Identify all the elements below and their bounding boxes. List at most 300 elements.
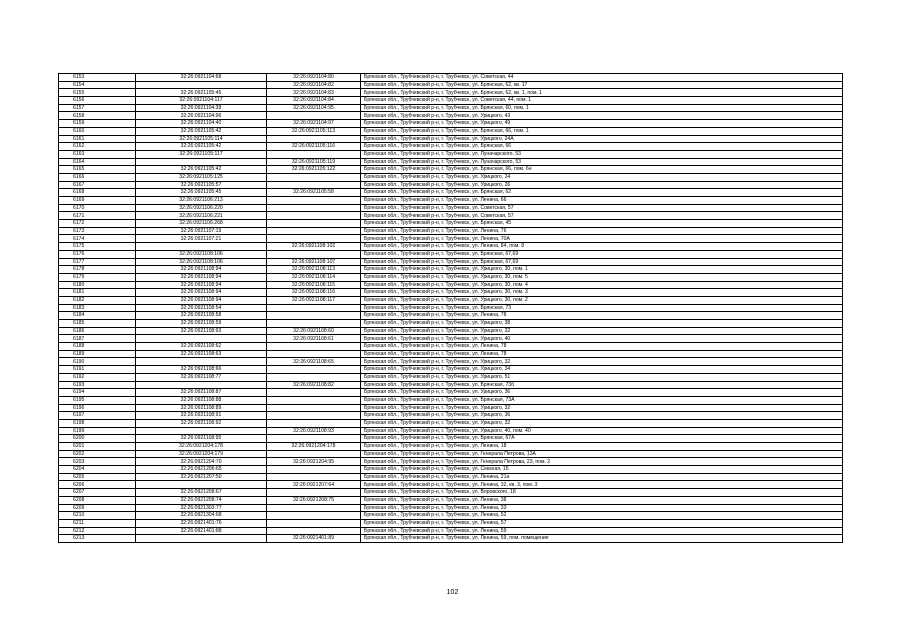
table-row <box>59 81 843 89</box>
table-row <box>59 150 843 158</box>
cadastral-number-parcel-cell: 32:26:0921105:125 <box>136 173 267 181</box>
record-number-cell: 6182 <box>59 296 136 304</box>
table-row <box>59 204 843 212</box>
table-row <box>59 181 843 189</box>
table-row <box>59 419 843 427</box>
record-number-cell: 6204 <box>59 466 136 474</box>
cadastral-number-parcel-cell: 32:26:0921105:42 <box>136 127 267 135</box>
record-number-cell: 6207 <box>59 489 136 497</box>
address-cell: Брянская обл., Трубчевский р-н, г. Трубчевск, ул. Урицкого, 32 <box>361 404 843 412</box>
cadastral-number-building-cell <box>267 519 361 527</box>
address-cell: Брянская обл., Трубчевский р-н, г. Трубчевск, ул. Ленина, 38 <box>361 496 843 504</box>
cadastral-number-parcel-cell: 32:26:0921108:94 <box>136 289 267 297</box>
cadastral-number-building-cell <box>267 366 361 374</box>
address-cell: Брянская обл., Трубчевский р-н, г. Трубчевск, ул. Ленина, 18 <box>361 443 843 451</box>
record-number-cell: 6156 <box>59 97 136 105</box>
address-cell: Брянская обл., Трубчевский р-н, г. Трубчевск, ул. Урицкого, 24 <box>361 173 843 181</box>
address-cell: Брянская обл., Трубчевский р-н, г. Трубчевск, ул. Ленина, 59 <box>361 527 843 535</box>
address-cell: Брянская обл., Трубчевский р-н, г. Трубчевск, ул. Советская, 57 <box>361 212 843 220</box>
table-row <box>59 427 843 435</box>
cadastral-number-parcel-cell <box>136 358 267 366</box>
record-number-cell: 6212 <box>59 527 136 535</box>
table-row <box>59 235 843 243</box>
record-number-cell: 6184 <box>59 312 136 320</box>
cadastral-number-building-cell <box>267 466 361 474</box>
cadastral-number-building-cell: 32:26:0921108:107 <box>267 258 361 266</box>
cadastral-number-parcel-cell: 32:26:0921303:77 <box>136 504 267 512</box>
address-cell: Брянская обл., Трубчевский р-н, г. Трубчевск, ул. Урицкого, 51 <box>361 373 843 381</box>
table-row <box>59 527 843 535</box>
page-number: 102 <box>446 589 459 596</box>
address-cell: Брянская обл., Трубчевский р-н, г. Трубчевск, ул. Ленина, 57 <box>361 519 843 527</box>
table-row <box>59 220 843 228</box>
record-number-cell: 6178 <box>59 266 136 274</box>
address-cell: Брянская обл., Трубчевский р-н, г. Трубчевск, ул. Брянская, 62 <box>361 189 843 197</box>
cadastral-number-parcel-cell: 32:26:0921108:54 <box>136 304 267 312</box>
record-number-cell: 6155 <box>59 89 136 97</box>
cadastral-number-parcel-cell <box>136 535 267 543</box>
address-cell: Брянская обл., Трубчевский р-н, г. Трубчевск, ул. Урицкого, 30, пом. 2 <box>361 296 843 304</box>
table-row <box>59 304 843 312</box>
cadastral-number-building-cell <box>267 235 361 243</box>
record-number-cell: 6167 <box>59 181 136 189</box>
cadastral-number-building-cell <box>267 389 361 397</box>
address-cell: Брянская обл., Трубчевский р-н, г. Трубчевск, ул. Урицкого, 24А <box>361 135 843 143</box>
cadastral-number-building-cell <box>267 250 361 258</box>
record-number-cell: 6205 <box>59 473 136 481</box>
cadastral-number-parcel-cell: 32:26:0921401:76 <box>136 519 267 527</box>
cadastral-number-parcel-cell: 32:26:0921208:67 <box>136 489 267 497</box>
cadastral-number-parcel-cell: 32:26:0921204:179 <box>136 450 267 458</box>
cadastral-number-building-cell: 32:26:0921108:114 <box>267 273 361 281</box>
cadastral-number-building-cell <box>267 112 361 120</box>
table-row <box>59 104 843 112</box>
address-cell: Брянская обл., Трубчевский р-н, г. Трубчевск, ул. Урицкого, 32 <box>361 358 843 366</box>
record-number-cell: 6187 <box>59 335 136 343</box>
cadastral-number-parcel-cell <box>136 158 267 166</box>
record-number-cell: 6192 <box>59 373 136 381</box>
cadastral-number-parcel-cell: 32:26:0921206:65 <box>136 466 267 474</box>
address-cell: Брянская обл., Трубчевский р-н, г. Трубчевск, ул. Ленина, 32, кв. 3, пом. 3 <box>361 481 843 489</box>
table-row <box>59 350 843 358</box>
record-number-cell: 6209 <box>59 504 136 512</box>
cadastral-number-parcel-cell <box>136 243 267 251</box>
cadastral-number-parcel-cell: 32:26:0921105:42 <box>136 143 267 151</box>
address-cell: Брянская обл., Трубчевский р-н, г. Трубчевск, ул. Брянская, 73 <box>361 304 843 312</box>
record-number-cell: 6165 <box>59 166 136 174</box>
record-number-cell: 6193 <box>59 381 136 389</box>
cadastral-number-building-cell <box>267 135 361 143</box>
cadastral-number-building-cell <box>267 435 361 443</box>
table-row <box>59 396 843 404</box>
cadastral-number-building-cell: 32:26:0921105:122 <box>267 166 361 174</box>
cadastral-number-building-cell: 32:26:0921207:64 <box>267 481 361 489</box>
address-cell: Брянская обл., Трубчевский р-н, г. Трубчевск, ул. Брянская, 62, кв. 17 <box>361 81 843 89</box>
cadastral-number-parcel-cell: 32:26:0921107:21 <box>136 235 267 243</box>
record-number-cell: 6158 <box>59 112 136 120</box>
cadastral-number-building-cell: 32:26:0921105:113 <box>267 127 361 135</box>
cadastral-number-parcel-cell: 32:26:0921105:57 <box>136 181 267 189</box>
table-row <box>59 473 843 481</box>
record-number-cell: 6154 <box>59 81 136 89</box>
cadastral-number-building-cell: 32:26:0921108:102 <box>267 243 361 251</box>
address-cell: Брянская обл., Трубчевский р-н, г. Трубчевск, ул. Советская, 57 <box>361 204 843 212</box>
record-number-cell: 6164 <box>59 158 136 166</box>
record-number-cell: 6208 <box>59 496 136 504</box>
address-cell: Брянская обл., Трубчевский р-н, г. Трубчевск, ул. Луначарского, 53 <box>361 158 843 166</box>
address-cell: Брянская обл., Трубчевский р-н, г. Трубчевск, ул. Севская, 15 <box>361 466 843 474</box>
cadastral-number-building-cell <box>267 412 361 420</box>
record-number-cell: 6170 <box>59 204 136 212</box>
record-number-cell: 6190 <box>59 358 136 366</box>
cadastral-number-building-cell <box>267 204 361 212</box>
address-cell: Брянская обл., Трубчевский р-н, г. Трубчевск, ул. Ленина, 70А <box>361 235 843 243</box>
table-row <box>59 212 843 220</box>
address-cell: Брянская обл., Трубчевский р-н, г. Трубчевск, ул. Брянская, 67,69 <box>361 250 843 258</box>
table-row <box>59 381 843 389</box>
table-row <box>59 296 843 304</box>
table-row <box>59 358 843 366</box>
table-row <box>59 120 843 128</box>
cadastral-number-parcel-cell: 32:26:0921105:42 <box>136 166 267 174</box>
record-number-cell: 6213 <box>59 535 136 543</box>
record-number-cell: 6175 <box>59 243 136 251</box>
cadastral-number-building-cell: 32:26:0921204:95 <box>267 458 361 466</box>
address-cell: Брянская обл., Трубчевский р-н, г. Трубчевск, ул. Ленина, 78 <box>361 350 843 358</box>
cadastral-number-parcel-cell: 32:26:0921108:62 <box>136 343 267 351</box>
cadastral-number-building-cell <box>267 350 361 358</box>
table-row <box>59 443 843 451</box>
address-cell: Брянская обл., Трубчевский р-н, г. Трубчевск, ул. Урицкого, 43 <box>361 112 843 120</box>
record-number-cell: 6169 <box>59 197 136 205</box>
record-number-cell: 6206 <box>59 481 136 489</box>
address-cell: Брянская обл., Трубчевский р-н, г. Трубчевск, ул. Брянская, 73б <box>361 381 843 389</box>
address-cell: Брянская обл., Трубчевский р-н, г. Трубчевск, ул. Советская, 44, пом. 1 <box>361 97 843 105</box>
cadastral-number-building-cell <box>267 396 361 404</box>
record-number-cell: 6153 <box>59 74 136 82</box>
table-row <box>59 458 843 466</box>
cadastral-number-parcel-cell: 32:26:0921108:59 <box>136 320 267 328</box>
cadastral-number-building-cell <box>267 373 361 381</box>
cadastral-number-parcel-cell: 32:26:0921105:45 <box>136 89 267 97</box>
cadastral-number-building-cell <box>267 527 361 535</box>
cadastral-number-parcel-cell: 32:26:0921108:63 <box>136 350 267 358</box>
table-row <box>59 97 843 105</box>
cadastral-number-parcel-cell: 32:26:0921104:40 <box>136 120 267 128</box>
table-row <box>59 281 843 289</box>
table-row <box>59 412 843 420</box>
cadastral-number-parcel-cell: 32:26:0921108:94 <box>136 296 267 304</box>
record-number-cell: 6186 <box>59 327 136 335</box>
cadastral-number-parcel-cell: 32:26:0921105:114 <box>136 135 267 143</box>
table-row <box>59 166 843 174</box>
cadastral-number-building-cell: 32:26:0921105:58 <box>267 189 361 197</box>
cadastral-number-parcel-cell <box>136 335 267 343</box>
record-number-cell: 6191 <box>59 366 136 374</box>
table-row <box>59 535 843 543</box>
table-row <box>59 404 843 412</box>
cadastral-number-building-cell <box>267 504 361 512</box>
table-row <box>59 112 843 120</box>
cadastral-number-parcel-cell: 32:26:0921106:213 <box>136 197 267 205</box>
address-cell: Брянская обл., Трубчевский р-н, г. Трубчевск, ул. Урицкого, 38 <box>361 320 843 328</box>
cadastral-number-parcel-cell: 32:26:0921104:68 <box>136 74 267 82</box>
table-row <box>59 489 843 497</box>
table-row <box>59 258 843 266</box>
record-number-cell: 6196 <box>59 404 136 412</box>
cadastral-number-parcel-cell: 32:26:0921107:19 <box>136 227 267 235</box>
record-number-cell: 6176 <box>59 250 136 258</box>
table-row <box>59 519 843 527</box>
table-row <box>59 496 843 504</box>
record-number-cell: 6185 <box>59 320 136 328</box>
table-row <box>59 366 843 374</box>
cadastral-number-parcel-cell: 32:26:0921104:96 <box>136 112 267 120</box>
table-row <box>59 143 843 151</box>
cadastral-number-parcel-cell: 32:26:0921108:94 <box>136 281 267 289</box>
record-number-cell: 6201 <box>59 443 136 451</box>
table-row <box>59 504 843 512</box>
cadastral-number-parcel-cell: 32:26:0921208:74 <box>136 496 267 504</box>
table-row <box>59 135 843 143</box>
cadastral-number-parcel-cell: 32:26:0921108:91 <box>136 412 267 420</box>
record-number-cell: 6203 <box>59 458 136 466</box>
cadastral-number-building-cell <box>267 512 361 520</box>
cadastral-number-building-cell: 32:26:0921108:116 <box>267 289 361 297</box>
record-number-cell: 6166 <box>59 173 136 181</box>
address-cell: Брянская обл., Трубчевский р-н, г. Трубчевск, ул. Луначарского, 53 <box>361 150 843 158</box>
address-cell: Брянская обл., Трубчевский р-н, г. Трубчевск, ул. Урицкого, 40, пом. 40 <box>361 427 843 435</box>
cadastral-number-parcel-cell: 32:26:0921106:220 <box>136 204 267 212</box>
cadastral-number-parcel-cell <box>136 81 267 89</box>
record-number-cell: 6161 <box>59 135 136 143</box>
record-number-cell: 6177 <box>59 258 136 266</box>
address-cell: Брянская обл., Трубчевский р-н, г. Трубчевск, ул. Урицкого, 26 <box>361 181 843 189</box>
table-row <box>59 312 843 320</box>
address-cell: Брянская обл., Трубчевский р-н, г. Трубчевск, ул. Урицкого, 49 <box>361 120 843 128</box>
cadastral-number-building-cell: 32:26:0921104:97 <box>267 120 361 128</box>
record-number-cell: 6163 <box>59 150 136 158</box>
table-row <box>59 227 843 235</box>
cadastral-number-parcel-cell: 32:26:0921108:94 <box>136 273 267 281</box>
cadastral-number-parcel-cell: 32:26:0921207:50 <box>136 473 267 481</box>
address-cell: Брянская обл., Трубчевский р-н, г. Трубчевск, ул. Генерала Петрова, 23, пом. 2 <box>361 458 843 466</box>
address-cell: Брянская обл., Трубчевский р-н, г. Трубчевск, ул. Урицкого, 36 <box>361 389 843 397</box>
cadastral-number-parcel-cell: 32:26:0921108:66 <box>136 366 267 374</box>
address-cell: Брянская обл., Трубчевский р-н, г. Трубчевск, ул. Урицкого, 30, пом. 5 <box>361 273 843 281</box>
address-cell: Брянская обл., Трубчевский р-н, г. Трубчевск, ул. Брянская, 67А <box>361 435 843 443</box>
table-row <box>59 466 843 474</box>
cadastral-number-parcel-cell: 32:26:0921108:93 <box>136 327 267 335</box>
cadastral-number-parcel-cell: 32:26:0921401:88 <box>136 527 267 535</box>
table-row <box>59 343 843 351</box>
cadastral-number-parcel-cell: 32:26:0921108:106 <box>136 258 267 266</box>
table-row <box>59 266 843 274</box>
cadastral-number-parcel-cell: 32:26:0921108:58 <box>136 312 267 320</box>
address-cell: Брянская обл., Трубчевский р-н, г. Трубчевск, ул. Ленина, 78 <box>361 312 843 320</box>
cadastral-number-building-cell: 32:26:0921108:65 <box>267 358 361 366</box>
address-cell: Брянская обл., Трубчевский р-н, г. Трубчевск, ул. Ленина, 21а <box>361 473 843 481</box>
address-cell: Брянская обл., Трубчевский р-н, г. Трубчевск, ул. Брянская, 66 <box>361 143 843 151</box>
cadastral-number-building-cell: 32:26:0921105:119 <box>267 158 361 166</box>
address-cell: Брянская обл., Трубчевский р-н, г. Трубчевск, ул. Урицкого, 32 <box>361 327 843 335</box>
address-cell: Брянская обл., Трубчевский р-н, г. Трубчевск, ул. Ленина, 84, пом. 8 <box>361 243 843 251</box>
address-cell: Брянская обл., Трубчевский р-н, г. Трубчевск, ул. Урицкого, 30, пом. 4 <box>361 281 843 289</box>
record-number-cell: 6197 <box>59 412 136 420</box>
cadastral-number-building-cell <box>267 419 361 427</box>
record-number-cell: 6194 <box>59 389 136 397</box>
address-cell: Брянская обл., Трубчевский р-н, г. Трубчевск, ул. Ленина, 78 <box>361 343 843 351</box>
cadastral-number-parcel-cell: 32:26:0921108:88 <box>136 396 267 404</box>
address-cell: Брянская обл., Трубчевский р-н, г. Трубчевск, ул. Брянская, 67,69 <box>361 258 843 266</box>
record-number-cell: 6157 <box>59 104 136 112</box>
cadastral-number-building-cell: 32:26:0921108:93 <box>267 427 361 435</box>
table-row <box>59 512 843 520</box>
table-row <box>59 327 843 335</box>
cadastral-number-parcel-cell: 32:26:0921108:106 <box>136 250 267 258</box>
address-cell: Брянская обл., Трубчевский р-н, г. Трубчевск, ул. Урицкого, 36 <box>361 412 843 420</box>
records-table <box>58 73 843 543</box>
cadastral-number-building-cell <box>267 404 361 412</box>
cadastral-number-building-cell <box>267 450 361 458</box>
cadastral-number-building-cell <box>267 181 361 189</box>
cadastral-number-parcel-cell: 32:26:0921204:178 <box>136 443 267 451</box>
cadastral-number-parcel-cell <box>136 427 267 435</box>
table-row <box>59 273 843 281</box>
table-row <box>59 127 843 135</box>
table-row <box>59 450 843 458</box>
table-row <box>59 335 843 343</box>
cadastral-number-building-cell: 32:26:0921104:82 <box>267 81 361 89</box>
cadastral-number-building-cell: 32:26:0921108:61 <box>267 335 361 343</box>
record-number-cell: 6181 <box>59 289 136 297</box>
cadastral-number-parcel-cell: 32:26:0921108:94 <box>136 266 267 274</box>
cadastral-number-building-cell: 32:26:0921104:83 <box>267 89 361 97</box>
address-cell: Брянская обл., Трубчевский р-н, г. Трубчевск, ул. Брянская, 66, пом. 6н <box>361 166 843 174</box>
address-cell: Брянская обл., Трубчевский р-н, г. Трубчевск, ул. Урицкого, 30, пом. 3 <box>361 289 843 297</box>
cadastral-number-building-cell: 32:26:0921108:117 <box>267 296 361 304</box>
record-number-cell: 6160 <box>59 127 136 135</box>
cadastral-number-building-cell: 32:26:0921401:89 <box>267 535 361 543</box>
cadastral-number-parcel-cell: 32:26:0921105:45 <box>136 189 267 197</box>
record-number-cell: 6183 <box>59 304 136 312</box>
address-cell: Брянская обл., Трубчевский р-н, г. Трубчевск, ул. Урицкого, 40 <box>361 335 843 343</box>
address-cell: Брянская обл., Трубчевский р-н, г. Трубчевск, ул. Генерала Петрова, 13А <box>361 450 843 458</box>
table-row <box>59 89 843 97</box>
record-number-cell: 6195 <box>59 396 136 404</box>
table-row <box>59 389 843 397</box>
cadastral-number-parcel-cell: 32:26:0921108:89 <box>136 404 267 412</box>
cadastral-number-parcel-cell: 32:26:0921108:95 <box>136 435 267 443</box>
address-cell: Брянская обл., Трубчевский р-н, г. Трубчевск, ул. Урицкого, 34 <box>361 366 843 374</box>
cadastral-number-building-cell: 32:26:0921104:84 <box>267 97 361 105</box>
address-cell: Брянская обл., Трубчевский р-н, г. Трубчевск, ул. Воровского, 18 <box>361 489 843 497</box>
cadastral-number-building-cell <box>267 312 361 320</box>
table-row <box>59 250 843 258</box>
address-cell: Брянская обл., Трубчевский р-н, г. Трубчевск, ул. Брянская, 45 <box>361 220 843 228</box>
record-number-cell: 6188 <box>59 343 136 351</box>
record-number-cell: 6179 <box>59 273 136 281</box>
records-table-body <box>59 74 843 543</box>
cadastral-number-building-cell: 32:26:0921204:178 <box>267 443 361 451</box>
cadastral-number-building-cell: 32:26:0921108:113 <box>267 266 361 274</box>
table-row <box>59 481 843 489</box>
table-row <box>59 373 843 381</box>
record-number-cell: 6168 <box>59 189 136 197</box>
address-cell: Брянская обл., Трубчевский р-н, г. Трубчевск, ул. Ленина, 59, пом. помещение <box>361 535 843 543</box>
address-cell: Брянская обл., Трубчевский р-н, г. Трубчевск, ул. Ленина, 66 <box>361 197 843 205</box>
table-row <box>59 189 843 197</box>
cadastral-number-parcel-cell: 32:26:0921106:221 <box>136 212 267 220</box>
cadastral-number-building-cell <box>267 220 361 228</box>
address-cell: Брянская обл., Трубчевский р-н, г. Трубчевск, ул. Советская, 44 <box>361 74 843 82</box>
cadastral-number-building-cell: 32:26:0921108:60 <box>267 327 361 335</box>
address-cell: Брянская обл., Трубчевский р-н, г. Трубчевск, ул. Брянская, 62, кв. 1, пом. 1 <box>361 89 843 97</box>
cadastral-number-parcel-cell: 32:26:0921108:77 <box>136 373 267 381</box>
cadastral-number-parcel-cell: 32:26:0921106:268 <box>136 220 267 228</box>
table-row <box>59 289 843 297</box>
table-row <box>59 243 843 251</box>
record-number-cell: 6180 <box>59 281 136 289</box>
cadastral-number-parcel-cell: 32:26:0921108:87 <box>136 389 267 397</box>
cadastral-number-parcel-cell <box>136 381 267 389</box>
cadastral-number-building-cell <box>267 343 361 351</box>
record-number-cell: 6200 <box>59 435 136 443</box>
record-number-cell: 6211 <box>59 519 136 527</box>
table-row <box>59 158 843 166</box>
cadastral-number-parcel-cell: 32:26:0921204:70 <box>136 458 267 466</box>
cadastral-number-building-cell <box>267 173 361 181</box>
record-number-cell: 6189 <box>59 350 136 358</box>
address-cell: Брянская обл., Трубчевский р-н, г. Трубчевск, ул. Ленина, 76 <box>361 227 843 235</box>
cadastral-number-parcel-cell: 32:26:0921105:117 <box>136 150 267 158</box>
address-cell: Брянская обл., Трубчевский р-н, г. Трубчевск, ул. Ленина, 52 <box>361 512 843 520</box>
record-number-cell: 6162 <box>59 143 136 151</box>
table-row <box>59 320 843 328</box>
record-number-cell: 6198 <box>59 419 136 427</box>
cadastral-number-building-cell <box>267 489 361 497</box>
table-row <box>59 74 843 82</box>
record-number-cell: 6173 <box>59 227 136 235</box>
cadastral-number-building-cell <box>267 212 361 220</box>
cadastral-number-parcel-cell: 32:26:0921304:68 <box>136 512 267 520</box>
cadastral-number-parcel-cell: 32:26:0921104:117 <box>136 97 267 105</box>
cadastral-number-building-cell <box>267 320 361 328</box>
cadastral-number-building-cell: 32:26:0921108:82 <box>267 381 361 389</box>
table-row <box>59 435 843 443</box>
record-number-cell: 6172 <box>59 220 136 228</box>
record-number-cell: 6210 <box>59 512 136 520</box>
address-cell: Брянская обл., Трубчевский р-н, г. Трубчевск, ул. Брянская, 66, пом. 1 <box>361 127 843 135</box>
record-number-cell: 6159 <box>59 120 136 128</box>
cadastral-number-building-cell <box>267 197 361 205</box>
cadastral-number-building-cell: 32:26:0921105:116 <box>267 143 361 151</box>
cadastral-number-parcel-cell <box>136 481 267 489</box>
table-row <box>59 173 843 181</box>
address-cell: Брянская обл., Трубчевский р-н, г. Трубчевск, ул. Ленина, 33 <box>361 504 843 512</box>
cadastral-number-building-cell: 32:26:0921208:75 <box>267 496 361 504</box>
cadastral-number-building-cell <box>267 304 361 312</box>
cadastral-number-building-cell <box>267 227 361 235</box>
record-number-cell: 6199 <box>59 427 136 435</box>
cadastral-number-building-cell <box>267 473 361 481</box>
address-cell: Брянская обл., Трубчевский р-н, г. Трубчевск, ул. Урицкого, 30, пом. 1 <box>361 266 843 274</box>
cadastral-number-parcel-cell: 32:26:0921108:92 <box>136 419 267 427</box>
cadastral-number-building-cell <box>267 150 361 158</box>
address-cell: Брянская обл., Трубчевский р-н, г. Трубчевск, ул. Брянская, 73А <box>361 396 843 404</box>
cadastral-number-building-cell: 32:26:0921104:95 <box>267 104 361 112</box>
record-number-cell: 6202 <box>59 450 136 458</box>
